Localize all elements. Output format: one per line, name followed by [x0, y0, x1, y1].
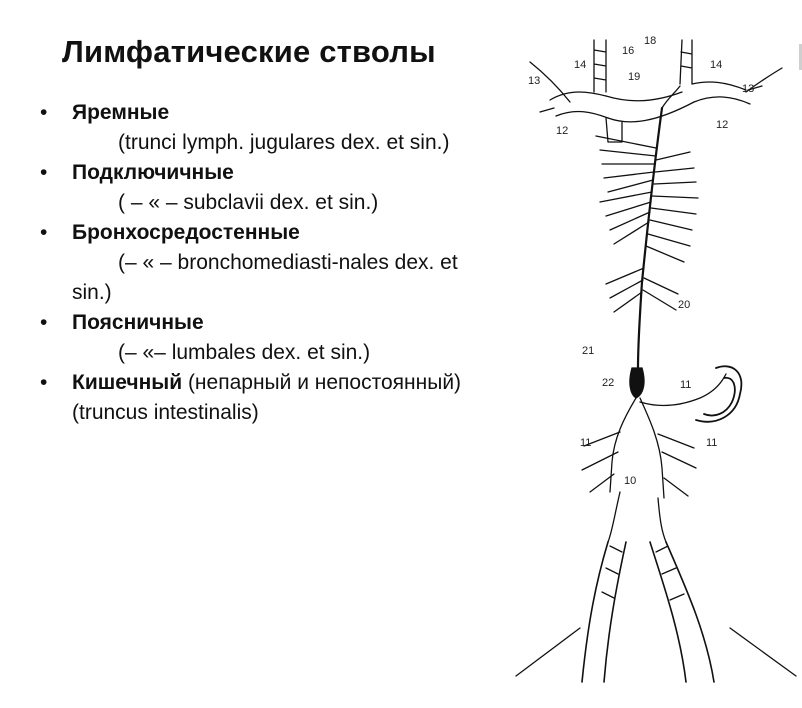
bullet: •: [40, 161, 48, 184]
item-heading: Яремные: [72, 101, 170, 124]
label-12-left: 12: [716, 119, 729, 131]
list-item-bronchomediastinal: [38, 218, 478, 308]
item-description: (непарный и непостоянный) (truncus intestinalis): [72, 371, 462, 424]
bullet: •: [40, 311, 48, 334]
lumbar-trunks: [610, 398, 664, 498]
slide-title: Лимфатические стволы: [62, 34, 436, 69]
pelvic-lines: [516, 628, 796, 676]
list-item-lumbar: [38, 308, 478, 368]
label-19: 19: [628, 71, 641, 83]
item-latin: (– « – bronchomediasti-nales dex. et sin.): [72, 251, 458, 304]
aorta: [608, 492, 666, 542]
bullet: •: [40, 101, 48, 124]
label-21: 21: [582, 345, 595, 357]
cisterna-chyli: [630, 368, 644, 398]
brachiocephalic-union: [606, 92, 694, 122]
label-10: 10: [624, 475, 637, 487]
label-22: 22: [602, 377, 615, 389]
item-latin: (trunci lymph. jugulares dex. et sin.): [118, 131, 450, 154]
label-18: 18: [644, 35, 657, 47]
item-latin: ( – « – subclavii dex. et sin.): [118, 191, 379, 214]
item-heading: Поясничные: [72, 311, 204, 334]
iliac-arteries: [582, 542, 714, 682]
lumbar-branches: [582, 432, 696, 496]
subclavian-vein-right: [540, 92, 608, 118]
label-16: 16: [622, 45, 635, 57]
bullet: •: [40, 371, 48, 394]
intestine-loop: [696, 366, 741, 421]
trunk-list: [38, 98, 478, 428]
item-heading: Бронхосредостенные: [72, 221, 300, 244]
label-13-right: 13: [528, 75, 541, 87]
list-item-intestinal: [38, 368, 478, 428]
lymph-trunks-illustration: [510, 22, 802, 708]
item-heading: Подключичные: [72, 161, 234, 184]
jugular-vein-right: [594, 40, 606, 92]
label-14-right: 14: [574, 59, 587, 71]
label-14-left: 14: [710, 59, 723, 71]
item-heading: Кишечный: [72, 371, 183, 394]
item-latin: (– «– lumbales dex. et sin.): [118, 341, 371, 364]
list-item-subclavian: [38, 158, 478, 218]
list-item-jugular: [38, 98, 478, 158]
label-11-upper: 11: [680, 379, 692, 391]
label-12-right: 12: [556, 125, 569, 137]
label-13-left: 13: [742, 83, 755, 95]
label-11-lower-left: 11: [580, 437, 592, 449]
intercostal-branches: [596, 136, 698, 312]
label-20: 20: [678, 299, 691, 311]
bullet: •: [40, 221, 48, 244]
label-11-lower-right: 11: [706, 437, 718, 449]
jugular-vein-left: [680, 40, 692, 84]
